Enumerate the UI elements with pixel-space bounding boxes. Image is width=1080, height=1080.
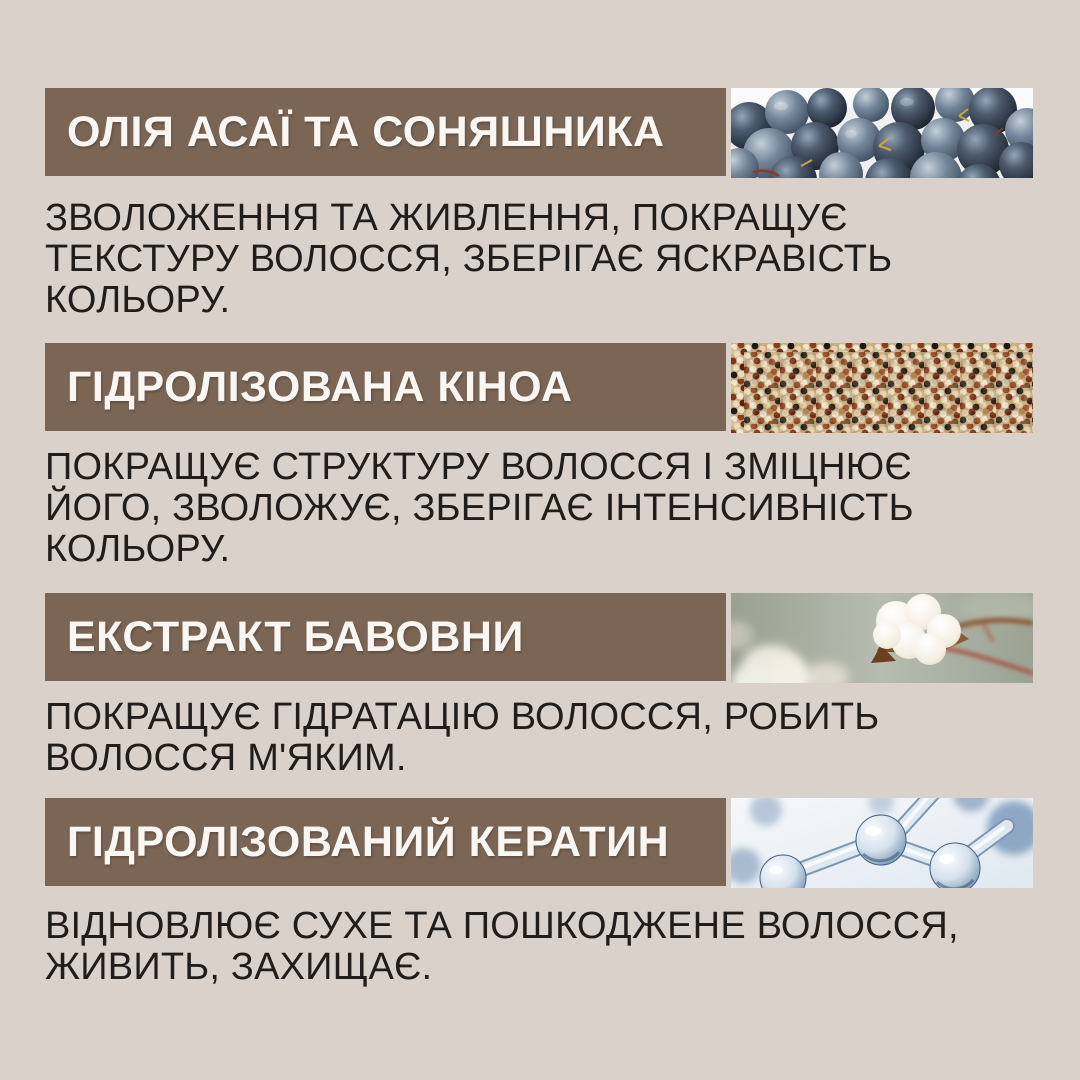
section-title: ОЛІЯ АСАЇ ТА СОНЯШНИКА	[67, 107, 665, 156]
section-quinoa	[45, 343, 1035, 570]
cotton-image	[731, 593, 1033, 683]
section-header-bar	[45, 88, 726, 176]
section-header-bar	[45, 798, 726, 886]
molecule-image	[731, 798, 1033, 888]
quinoa-seeds-photo	[731, 343, 1033, 433]
section-acai-oil	[45, 88, 1035, 321]
section-title: ЕКСТРАКТ БАВОВНИ	[67, 612, 524, 661]
description-line: ЖИВИТЬ, ЗАХИЩАЄ.	[45, 946, 433, 988]
description-line: ЗВОЛОЖЕННЯ ТА ЖИВЛЕННЯ, ПОКРАЩУЄ	[45, 197, 848, 239]
blueberries-acai-photo	[731, 88, 1033, 178]
description-line: КОЛЬОРУ.	[45, 528, 231, 570]
description-line: ПОКРАЩУЄ СТРУКТУРУ ВОЛОССЯ І ЗМІЦНЮЄ	[45, 446, 912, 488]
section-description	[45, 198, 1035, 321]
section-cotton	[45, 593, 1035, 779]
blueberries-image	[731, 88, 1033, 178]
description-line: ВІДНОВЛЮЄ СУХЕ ТА ПОШКОДЖЕНЕ ВОЛОССЯ,	[45, 905, 959, 947]
description-line: ВОЛОССЯ М'ЯКИМ.	[45, 737, 407, 779]
section-title: ГІДРОЛІЗОВАНА КІНОА	[67, 362, 573, 411]
section-header-bar	[45, 343, 726, 431]
section-description	[45, 447, 1035, 570]
section-description	[45, 906, 1035, 988]
section-header-bar	[45, 593, 726, 681]
section-keratin	[45, 798, 1035, 988]
description-line: ЙОГО, ЗВОЛОЖУЄ, ЗБЕРІГАЄ ІНТЕНСИВНІСТЬ	[45, 487, 914, 529]
section-title: ГІДРОЛІЗОВАНИЙ КЕРАТИН	[67, 817, 670, 866]
description-line: КОЛЬОРУ.	[45, 279, 231, 321]
description-line: ПОКРАЩУЄ ГІДРАТАЦІЮ ВОЛОССЯ, РОБИТЬ	[45, 696, 880, 738]
description-line: ТЕКСТУРУ ВОЛОССЯ, ЗБЕРІГАЄ ЯСКРАВІСТЬ	[45, 238, 893, 280]
quinoa-image	[731, 343, 1033, 433]
section-description	[45, 697, 1035, 779]
cotton-flower-photo	[731, 593, 1033, 683]
keratin-molecules-photo	[731, 798, 1033, 888]
